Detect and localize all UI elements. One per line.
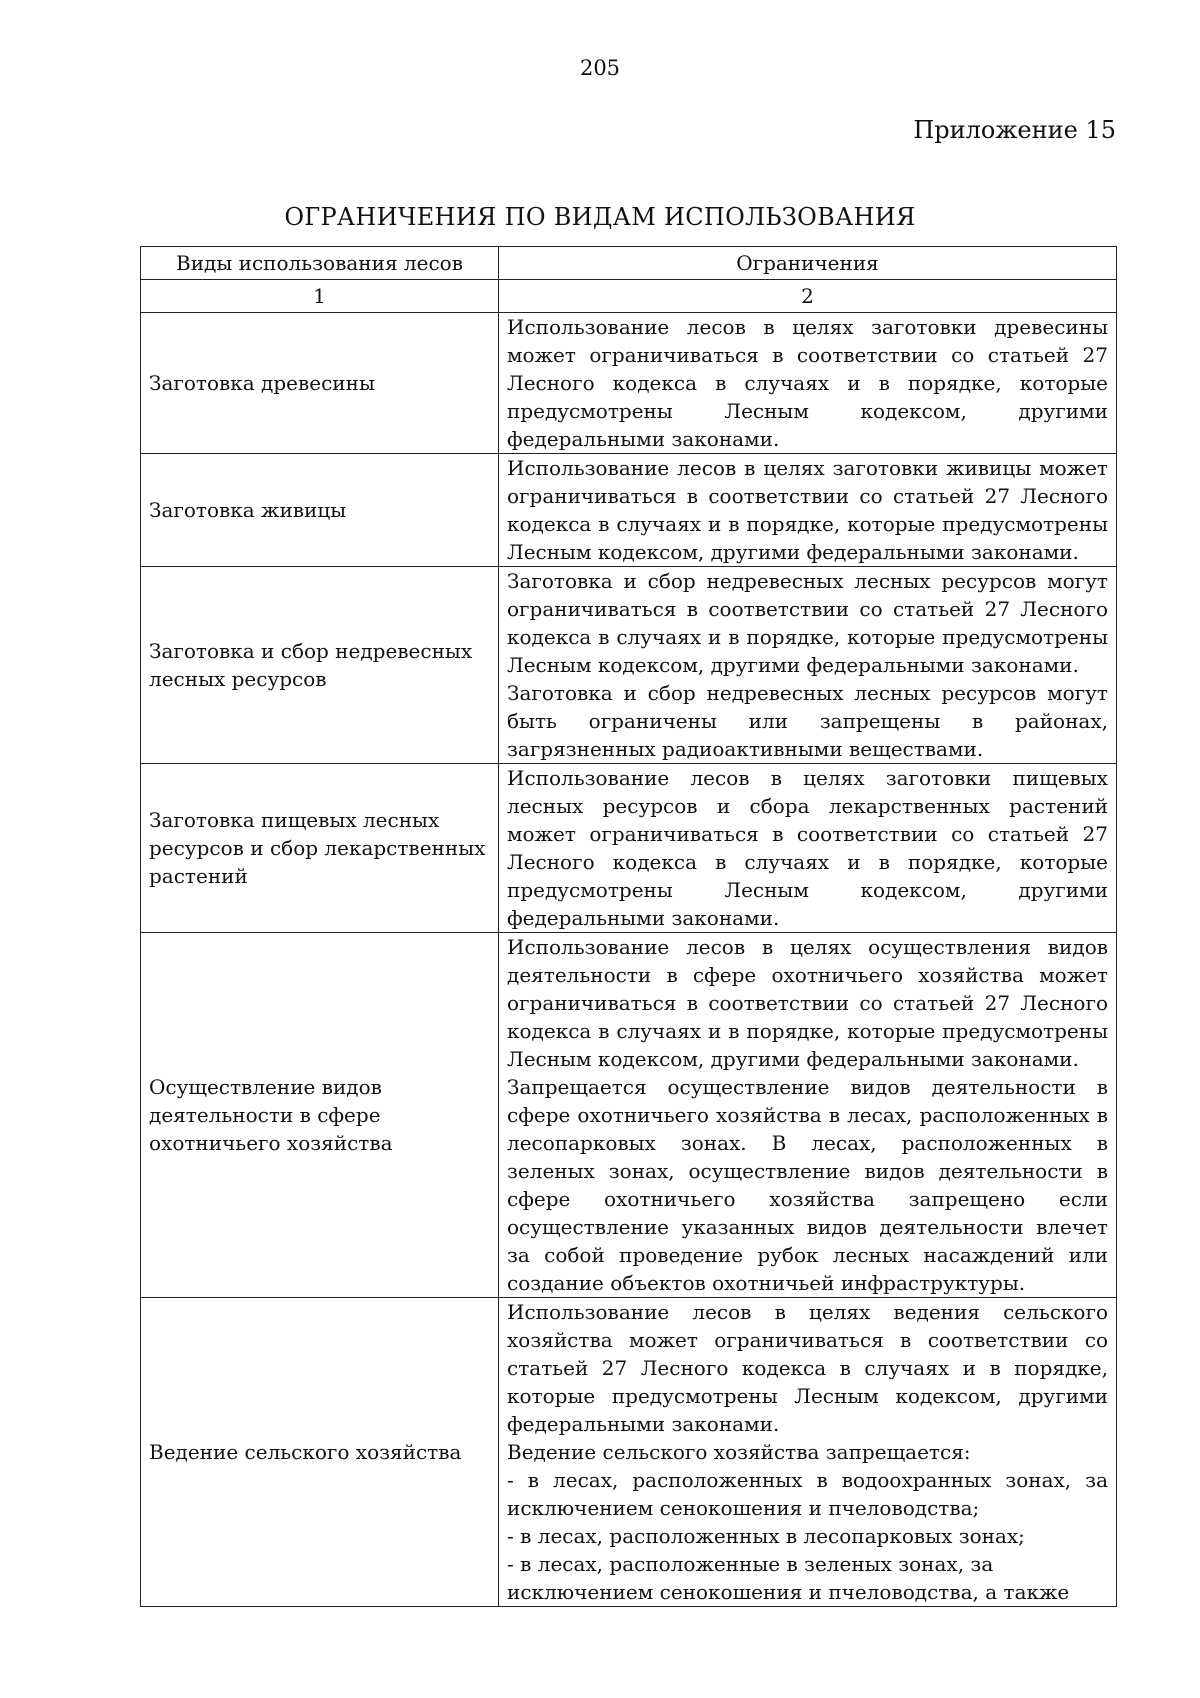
restriction-paragraph: Использование лесов в целях заготовки древесины может ограничиваться в соответствии со статьей 27 Лесного кодекса в случаях и в порядке, которые предусмотрены Лесным кодексом, другими федеральными законами. xyxy=(507,315,1108,451)
restrictions-cell xyxy=(499,567,1117,764)
page-number: 205 xyxy=(579,56,621,80)
restriction-list-item: - в лесах, расположенных в водоохранных зонах, за исключением сенокошения и пчеловодства; xyxy=(507,1468,1108,1520)
use-type-cell: Заготовка древесины xyxy=(141,313,499,454)
header-restrictions: Ограничения xyxy=(499,247,1117,280)
column-number-row xyxy=(141,280,1117,313)
restriction-list-item: - в лесах, расположенные в зеленых зонах, за исключением сенокошения и пчеловодства, а также xyxy=(507,1552,1070,1604)
restriction-paragraph: Запрещается осуществление видов деятельности в сфере охотничьего хозяйства в лесах, расположенных в лесопарковых зонах. В лесах, расположенных в зеленых зонах, осуществление видов деятельности в сфере охотничьего хозяйства запрещено если осуществление указанных видов деятельности влечет за собой проведение рубок лесных насаждений или создание объектов охотничьей инфраструктуры. xyxy=(507,1075,1108,1295)
restrictions-cell xyxy=(499,764,1117,933)
column-number-2: 2 xyxy=(499,280,1117,313)
restriction-list-item: - в лесах, расположенных в лесопарковых зонах; xyxy=(507,1524,1025,1548)
table-row xyxy=(141,1298,1117,1607)
restriction-paragraph: Заготовка и сбор недревесных лесных ресурсов могут быть ограничены или запрещены в районах, загрязненных радиоактивными веществами. xyxy=(507,681,1108,761)
document-title: ОГРАНИЧЕНИЯ ПО ВИДАМ ИСПОЛЬЗОВАНИЯ xyxy=(284,203,916,231)
restrictions-cell xyxy=(499,454,1117,567)
header-use-type: Виды использования лесов xyxy=(141,247,499,280)
column-number-1: 1 xyxy=(141,280,499,313)
restriction-paragraph: Использование лесов в целях заготовки пищевых лесных ресурсов и сбора лекарственных растений может ограничиваться в соответствии со статьей 27 Лесного кодекса в случаях и в порядке, которые предусмотрены Лесным кодексом, другими федеральными законами. xyxy=(507,766,1108,930)
table-row xyxy=(141,764,1117,933)
restriction-paragraph: Использование лесов в целях заготовки живицы может ограничиваться в соответствии со статьей 27 Лесного кодекса в случаях и в порядке, которые предусмотрены Лесным кодексом, другими федеральными законами. xyxy=(507,456,1108,564)
restrictions-cell xyxy=(499,313,1117,454)
restrictions-table xyxy=(140,246,1117,1607)
restrictions-cell xyxy=(499,1298,1117,1607)
restriction-paragraph: Использование лесов в целях осуществления видов деятельности в сфере охотничьего хозяйства может ограничиваться в соответствии со статьей 27 Лесного кодекса в случаях и в порядке, которые предусмотрены Лесным кодексом, другими федеральными законами. xyxy=(507,935,1108,1071)
use-type-cell: Заготовка пищевых лесных ресурсов и сбор лекарственных растений xyxy=(141,764,499,933)
restriction-paragraph: Заготовка и сбор недревесных лесных ресурсов могут ограничиваться в соответствии со статьей 27 Лесного кодекса в случаях и в порядке, которые предусмотрены Лесным кодексом, другими федеральными законами. xyxy=(507,569,1108,677)
table-row xyxy=(141,933,1117,1298)
use-type-cell: Заготовка и сбор недревесных лесных ресурсов xyxy=(141,567,499,764)
table-row xyxy=(141,313,1117,454)
table-row xyxy=(141,454,1117,567)
table-header-row xyxy=(141,247,1117,280)
restriction-paragraph: Ведение сельского хозяйства запрещается: xyxy=(507,1440,971,1464)
table-row xyxy=(141,567,1117,764)
use-type-cell: Ведение сельского хозяйства xyxy=(141,1298,499,1607)
use-type-cell: Заготовка живицы xyxy=(141,454,499,567)
use-type-cell: Осуществление видов деятельности в сфере охотничьего хозяйства xyxy=(141,933,499,1298)
restrictions-cell xyxy=(499,933,1117,1298)
restriction-paragraph: Использование лесов в целях ведения сельского хозяйства может ограничиваться в соответствии со статьей 27 Лесного кодекса в случаях и в порядке, которые предусмотрены Лесным кодексом, другими федеральными законами. xyxy=(507,1300,1108,1436)
appendix-label: Приложение 15 xyxy=(913,116,1116,144)
